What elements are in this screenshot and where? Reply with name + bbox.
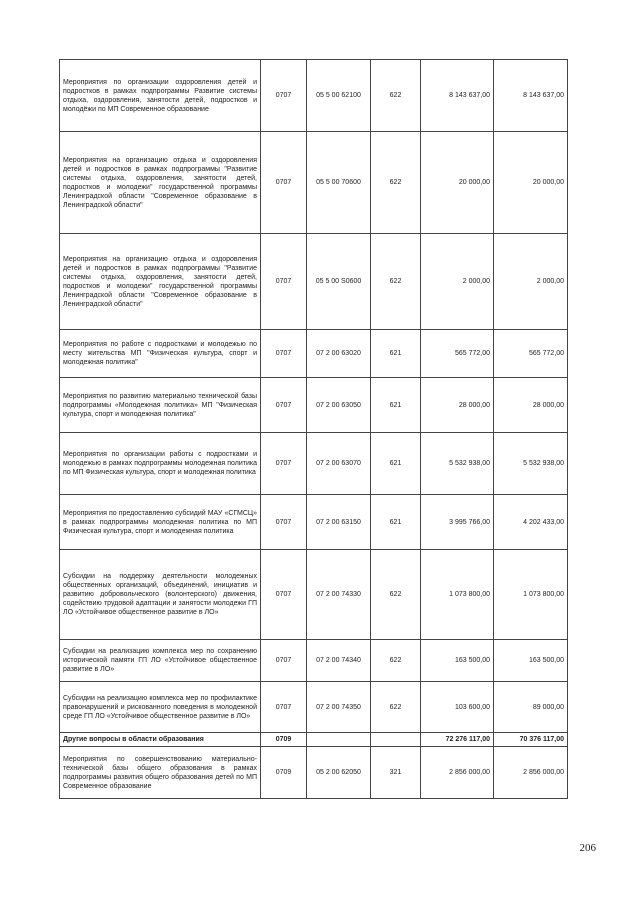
cell-description: Субсидии на реализацию комплекса мер по сохранению исторической памяти ГП ЛО «Устойчивое общественное развитие в ЛО» [60, 640, 261, 682]
cell-amount-year2: 70 376 117,00 [494, 733, 568, 747]
cell-description: Субсидии на поддержку деятельности молодежных общественных организаций, объединений, инициатив и развитию добровольческого (волонтерского) движения, содействию трудовой адаптации и занятости молодежи ГП ЛО «Устойчивое общественное развитие в ЛО» [60, 550, 261, 640]
cell-target-article: 05 5 00 70600 [307, 132, 371, 234]
cell-expense-type: 621 [371, 495, 421, 550]
cell-section: 0709 [261, 747, 307, 799]
cell-target-article: 07 2 00 63050 [307, 378, 371, 433]
table-row [60, 747, 568, 799]
cell-amount-year2: 8 143 637,00 [494, 60, 568, 132]
cell-target-article [307, 733, 371, 747]
cell-section: 0707 [261, 330, 307, 378]
cell-description: Другие вопросы в области образования [60, 733, 261, 747]
cell-description: Мероприятия на организацию отдыха и оздоровления детей и подростков в рамках подпрограммы "Развитие системы отдыха, оздоровления, занятости детей, подростков и молодежи" государственной программы Ленинградской области "Современное образование в Ленинградской области" [60, 132, 261, 234]
cell-section: 0709 [261, 733, 307, 747]
table-row [60, 433, 568, 495]
cell-target-article: 07 2 00 63070 [307, 433, 371, 495]
cell-target-article: 07 2 00 63150 [307, 495, 371, 550]
page-number: 206 [579, 842, 596, 854]
cell-description: Мероприятия по развитию материально технической базы подпрограммы «Молодежная политика» МП "Физическая культура, спорт и молодежная политика" [60, 378, 261, 433]
cell-amount-year2: 565 772,00 [494, 330, 568, 378]
cell-section: 0707 [261, 433, 307, 495]
cell-amount-year2: 2 856 000,00 [494, 747, 568, 799]
cell-target-article: 05 5 00 62100 [307, 60, 371, 132]
cell-section: 0707 [261, 640, 307, 682]
cell-amount-year2: 5 532 938,00 [494, 433, 568, 495]
cell-expense-type [371, 733, 421, 747]
table-row [60, 132, 568, 234]
cell-amount-year1: 72 276 117,00 [421, 733, 494, 747]
table-row [60, 60, 568, 132]
cell-amount-year1: 2 856 000,00 [421, 747, 494, 799]
cell-amount-year1: 163 500,00 [421, 640, 494, 682]
cell-section: 0707 [261, 132, 307, 234]
cell-amount-year1: 103 600,00 [421, 682, 494, 733]
table-row [60, 330, 568, 378]
cell-description: Мероприятия по организации работы с подростками и молодежью в рамках подпрограммы молодежная политика по МП Физическая культура, спорт и молодежная политика [60, 433, 261, 495]
table-row [60, 550, 568, 640]
cell-amount-year1: 8 143 637,00 [421, 60, 494, 132]
cell-description: Мероприятия по работе с подростками и молодежью по месту жительства МП "Физическая культура, спорт и молодежная политика" [60, 330, 261, 378]
cell-target-article: 07 2 00 74340 [307, 640, 371, 682]
cell-description: Мероприятия по организации оздоровления детей и подростков в рамках подпрограммы Развитие системы отдыха, оздоровления, занятости детей, подростков и молодёжи по МП Современное образование [60, 60, 261, 132]
budget-table-body [60, 60, 568, 799]
table-row [60, 495, 568, 550]
cell-amount-year1: 5 532 938,00 [421, 433, 494, 495]
cell-section: 0707 [261, 378, 307, 433]
cell-amount-year2: 1 073 800,00 [494, 550, 568, 640]
cell-target-article: 07 2 00 74330 [307, 550, 371, 640]
cell-expense-type: 622 [371, 132, 421, 234]
table-row [60, 234, 568, 330]
cell-description: Субсидии на реализацию комплекса мер по профилактике правонарушений и рискованного поведения в молодежной среде ГП ЛО «Устойчивое общественное развитие в ЛО» [60, 682, 261, 733]
cell-target-article: 07 2 00 63020 [307, 330, 371, 378]
cell-target-article: 05 5 00 S0600 [307, 234, 371, 330]
cell-expense-type: 622 [371, 550, 421, 640]
cell-section: 0707 [261, 234, 307, 330]
table-row-section-total [60, 733, 568, 747]
cell-amount-year1: 28 000,00 [421, 378, 494, 433]
cell-expense-type: 622 [371, 234, 421, 330]
table-row [60, 682, 568, 733]
cell-section: 0707 [261, 682, 307, 733]
cell-amount-year2: 20 000,00 [494, 132, 568, 234]
cell-amount-year1: 565 772,00 [421, 330, 494, 378]
budget-table [59, 59, 568, 799]
cell-description: Мероприятия по совершенствованию материально-технической базы общего образования в рамках подпрограммы развития общего образования детей по МП Современное образование [60, 747, 261, 799]
table-row [60, 378, 568, 433]
cell-expense-type: 621 [371, 330, 421, 378]
cell-expense-type: 321 [371, 747, 421, 799]
cell-description: Мероприятия по предоставлению субсидий МАУ «СГМСЦ» в рамках подпрограммы молодежная политика по МП Физическая культура, спорт и молодежная политика [60, 495, 261, 550]
cell-amount-year2: 4 202 433,00 [494, 495, 568, 550]
cell-expense-type: 622 [371, 682, 421, 733]
cell-description: Мероприятия на организацию отдыха и оздоровления детей и подростков в рамках подпрограммы "Развитие системы отдыха, оздоровления, занятости детей, подростков и молодежи" государственной программы Ленинградской области "Современное образование в Ленинградской области" [60, 234, 261, 330]
cell-amount-year1: 1 073 800,00 [421, 550, 494, 640]
cell-section: 0707 [261, 60, 307, 132]
cell-section: 0707 [261, 495, 307, 550]
cell-amount-year1: 3 995 766,00 [421, 495, 494, 550]
cell-expense-type: 622 [371, 60, 421, 132]
cell-expense-type: 622 [371, 640, 421, 682]
cell-expense-type: 621 [371, 433, 421, 495]
cell-target-article: 07 2 00 74350 [307, 682, 371, 733]
table-row [60, 640, 568, 682]
cell-expense-type: 621 [371, 378, 421, 433]
cell-amount-year1: 20 000,00 [421, 132, 494, 234]
cell-amount-year2: 89 000,00 [494, 682, 568, 733]
cell-amount-year2: 163 500,00 [494, 640, 568, 682]
cell-amount-year2: 2 000,00 [494, 234, 568, 330]
cell-amount-year2: 28 000,00 [494, 378, 568, 433]
cell-section: 0707 [261, 550, 307, 640]
cell-amount-year1: 2 000,00 [421, 234, 494, 330]
cell-target-article: 05 2 00 62050 [307, 747, 371, 799]
